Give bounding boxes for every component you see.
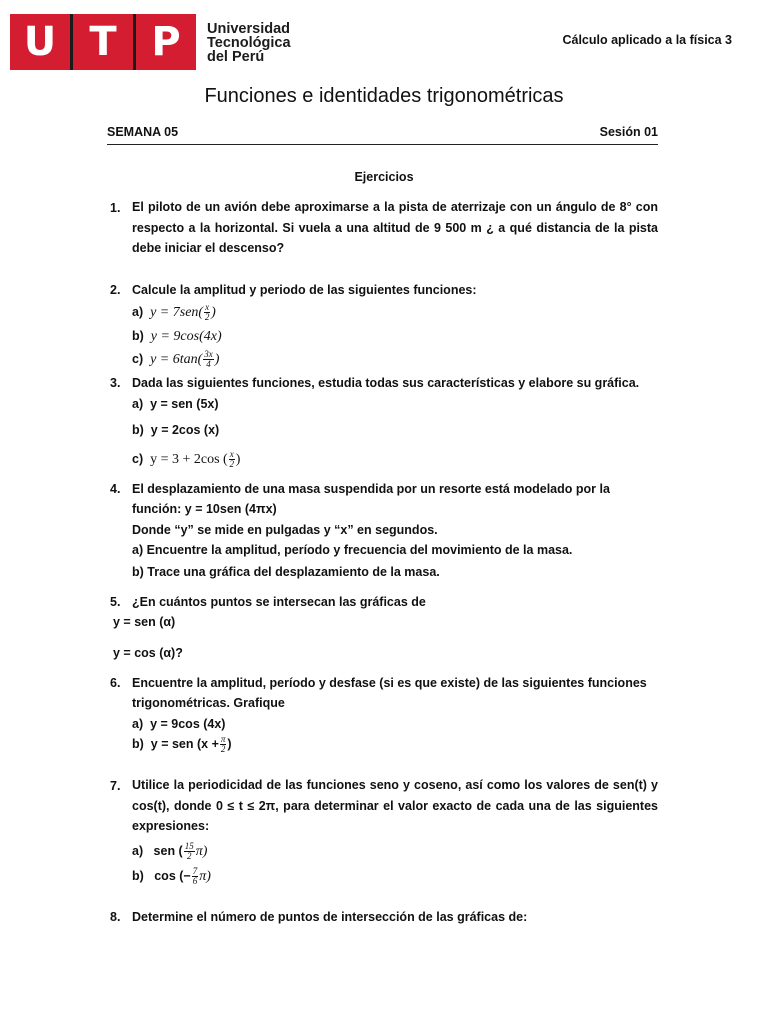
logo-letter-block: P	[136, 14, 196, 70]
exercise-7-text: Utilice la periodicidad de las funciones seno y coseno, así como los valores de sen(t) y cos(t), donde 0 ≤ t ≤ 2π, para determinar el valor exacto de cada una de las siguientes expresiones:	[132, 778, 658, 833]
exercise-6b: b) y = sen (x + $\frac{\pi}{2}$ )	[132, 734, 232, 755]
exercise-4-line: Donde “y” se mide en pulgadas y “x” en segundos.	[132, 523, 438, 537]
exercise-3c: c) y = 3 + 2cos ( $\frac{x}{2}$ )	[132, 449, 241, 470]
exercise-2b: b) y = 9cos(4x)	[132, 329, 222, 344]
exercise-4-line: función: y = 10sen (4πx)	[132, 502, 277, 516]
exercise-5a: y = sen (α)	[113, 615, 176, 629]
university-name: Universidad Tecnológica del Perú	[207, 21, 291, 65]
exercise-3a: a) y = sen (5x)	[132, 397, 219, 411]
exercise-2c: c) y = 6tan( $\frac{3x}{4}$ )	[132, 349, 220, 370]
section-heading: Ejercicios	[354, 170, 414, 184]
exercise-number: 3.	[110, 376, 121, 390]
exercise-8-text: Determine el número de puntos de intersección de las gráficas de:	[132, 910, 528, 924]
course-name: Cálculo aplicado a la física 3	[562, 33, 732, 47]
logo-letter-block: U	[10, 14, 70, 70]
exercise-5-text: ¿En cuántos puntos se intersecan las gráficas de	[132, 595, 426, 609]
exercise-number: 1.	[110, 201, 121, 215]
exercise-7a: a) sen ( $\frac{15}{2}$ π)	[132, 841, 208, 862]
exercise-7b: b) cos (− $\frac{7}{6}$ π)	[132, 866, 211, 887]
session-label: Sesión 01	[599, 125, 658, 139]
exercise-number: 5.	[110, 595, 121, 609]
exercise-4-line: El desplazamiento de una masa suspendida por un resorte está modelado por la	[132, 482, 610, 496]
header-divider	[107, 144, 658, 145]
utp-logo	[10, 14, 310, 70]
exercise-4-line: a) Encuentre la amplitud, período y frecuencia del movimiento de la masa.	[132, 543, 573, 557]
exercise-6-line: trigonométricas. Grafique	[132, 696, 285, 710]
exercise-6-line: Encuentre la amplitud, período y desfase (si es que existe) de las siguientes funciones	[132, 676, 647, 690]
exercise-number: 6.	[110, 676, 121, 690]
exercise-number: 8.	[110, 910, 121, 924]
page-title: Funciones e identidades trigonométricas	[204, 85, 564, 107]
exercise-5b: y = cos (α)?	[113, 646, 183, 660]
exercise-number: 2.	[110, 283, 121, 297]
logo-letter-block: T	[73, 14, 133, 70]
exercise-4-line: b) Trace una gráfica del desplazamiento de la masa.	[132, 565, 440, 579]
exercise-3b: b) y = 2cos (x)	[132, 423, 220, 437]
exercise-number: 7.	[110, 779, 121, 793]
exercise-2-text: Calcule la amplitud y periodo de las siguientes funciones:	[132, 283, 477, 297]
exercise-6a: a) y = 9cos (4x)	[132, 717, 226, 731]
exercise-number: 4.	[110, 482, 121, 496]
exercise-2a: a) y = 7sen( $\frac{x}{2}$ )	[132, 302, 216, 323]
exercise-3-text: Dada las siguientes funciones, estudia todas sus características y elabore su gráfica.	[132, 376, 640, 390]
week-label: SEMANA 05	[107, 125, 179, 139]
exercise-1-text: El piloto de un avión debe aproximarse a la pista de aterrizaje con un ángulo de 8° con respecto a la horizontal. Si vuela a una altitud de 9 500 m ¿ a qué distancia de la pista debe iniciar el descenso?	[132, 200, 658, 255]
